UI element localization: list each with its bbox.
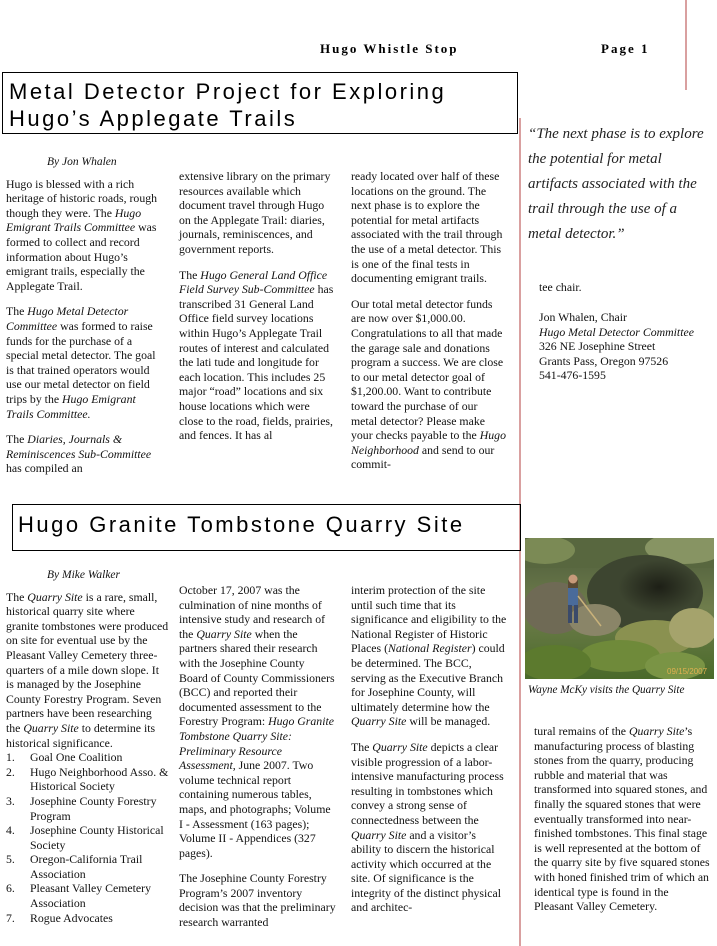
contact-name: Jon Whalen, Chair [539,310,627,324]
contact-city: Grants Pass, Oregon 97526 [539,353,669,368]
pull-quote: “The next phase is to explore the potential for metal artifacts associated with the trail through the use of a metal detector.” [528,126,704,242]
article1-continuation: tee chair. [539,280,582,294]
contact-street: 326 NE Josephine Street [539,339,656,354]
list-item: 7. Rogue Advocates [6,910,113,925]
article1-paragraph: extensive library on the primary resources available which document travel through Hugo on the Applegate Trail: diaries, journals, reminiscences, and government reports. [179,169,331,256]
list-item: 3. Josephine County Forestry Program [6,793,157,823]
article1-column-2 [179,169,334,454]
article1-paragraph: The Hugo Metal Detector Committee was formed to raise funds for the purchase of a special metal detector. The goal is that trained operators would use our metal detector on field trips by the Hugo Emigrant Trails Committee. [6,304,156,421]
article2-paragraph: interim protection of the site until such time that its significance and eligibility to the National Register of Historic Places (National Register) could be determined. The BCC, serving as the Executive Branch for Josephine County, will ultimately determine how the Quarry Site will be managed. [351,583,507,729]
article2-column-3 [351,583,508,926]
article2-column-1 [6,568,169,925]
quarry-photo-image [525,538,714,679]
contact-phone: 541-476-1595 [539,368,606,383]
article1-byline: By Jon Whalen [47,156,117,168]
article1-title-box [2,72,518,134]
photo-date-stamp: 09/15/2007 [667,667,708,676]
article1-column-3 [351,169,506,483]
article2-byline: By Mike Walker [47,569,121,581]
article2-paragraph: The Quarry Site is a rare, small, historical quarry site where granite tombstones were produced on site for eventual use by the Pleasant Valley Cemetery three-quarters of a mile down slope. It is managed by the Josephine County Forestry Program. Seven partners have been researching the Quarry Site to determine its historical significance. [6,589,169,750]
article2-column-2 [179,583,336,941]
article1-column-1 [6,155,163,487]
list-item: 6. Pleasant Valley Cemetery Association [6,881,151,911]
article1-title-line2: Hugo’s Applegate Trails [9,106,298,131]
article1-paragraph: Hugo is blessed with a rich heritage of historic roads, rough though they were. The Hugo Emigrant Trails Committee was formed to collect and record information about Hugo’s emigrant trails, especially the Applegate Trail. [6,176,158,293]
photo-caption: Wayne McKy visits the Quarry Site [528,684,685,696]
article1-paragraph: Our total metal detector funds are now over $1,000.00. Congratulations to all that made the garage sale and donations program a success. We are close to our metal detector goal of $1,200.00. Want to contribute toward the purchase of our metal detector? Please make your checks payable to the Hugo Neighborhood and send to our commit- [351,296,506,472]
top-right-rule [685,0,687,90]
list-item: 4. Josephine County Historical Society [6,823,164,852]
article1-title [9,78,446,132]
list-item: 2. Hugo Neighborhood Asso. & Historical Society [6,764,169,794]
list-item: 1. Goal One Coalition [6,750,123,765]
article2-paragraph: The Josephine County Forestry Program’s 2007 inventory decision was that the preliminary research warranted [179,871,336,930]
newsletter-name: Hugo Whistle Stop [320,41,459,56]
article2-column-4: tural remains of the Quarry Site’s manufacturing process of blasting stones from the quarry, producing rubble and material that was transformed into squared stones, and finally the squared stones that were eventually transformed into near-finished tombstones. This final stage is well represented at the bottom of the quarry site by five squared stones with honed finished trim of which an identical type is found in the Pleasant Valley Cemetery. [534,724,710,914]
article1-paragraph: The Diaries, Journals & Reminiscences Sub-Committee has compiled an [6,432,152,476]
partners-list [6,750,169,925]
article2-paragraph: The Quarry Site depicts a clear visible progression of a labor-intensive manufacturing process resulting in tombstones which convey a strong sense of connectedness between the Quarry Site and a visitor’s ability to discern the historical activity which occurred at the site. Of significance is the integrity of the distinct physical and architec- [351,739,504,915]
article1-title-line1: Metal Detector Project for Exploring [9,79,447,104]
article1-paragraph: ready located over half of these locations on the ground. The next phase is to explore the potential for metal artifacts associated with the trail through the use of a metal detector. This is one of the final tests in documenting emigrant trails. [351,169,503,286]
contact-committee: Hugo Metal Detector Committee [539,324,694,339]
quarry-photo [525,538,714,679]
article2-title-box [12,504,521,551]
page-label: Page 1 [601,41,650,56]
article2-paragraph: October 17, 2007 was the culmination of nine months of intensive study and research of the Quarry Site when the partners shared their research with the Josephine County Board of County Commissioners (BCC) and reported their documented assessment to the Forestry Program: Hugo Granite Tombstone Quarry Site: Preliminary Resource Assessment, June 2007. Two volume technical report containing numerous tables, maps, and photographs; Volume I - Assessment (163 pages); Volume II - Appendices (327 pages). [179,583,335,860]
contact-block [539,310,709,383]
list-item: 5. Oregon-California Trail Association [6,852,143,881]
article1-paragraph: The Hugo General Land Office Field Survey Sub-Committee has transcribed 31 General Land Office field survey locations within Hugo’s Applegate Trail routes of interest and calculated the lati tude and longitude for each location. This includes 25 major “road” locations and six house locations which were close to the road, fields, prairies, and fences. It has al [179,267,334,443]
article2-title: Hugo Granite Tombstone Quarry Site [18,512,465,537]
